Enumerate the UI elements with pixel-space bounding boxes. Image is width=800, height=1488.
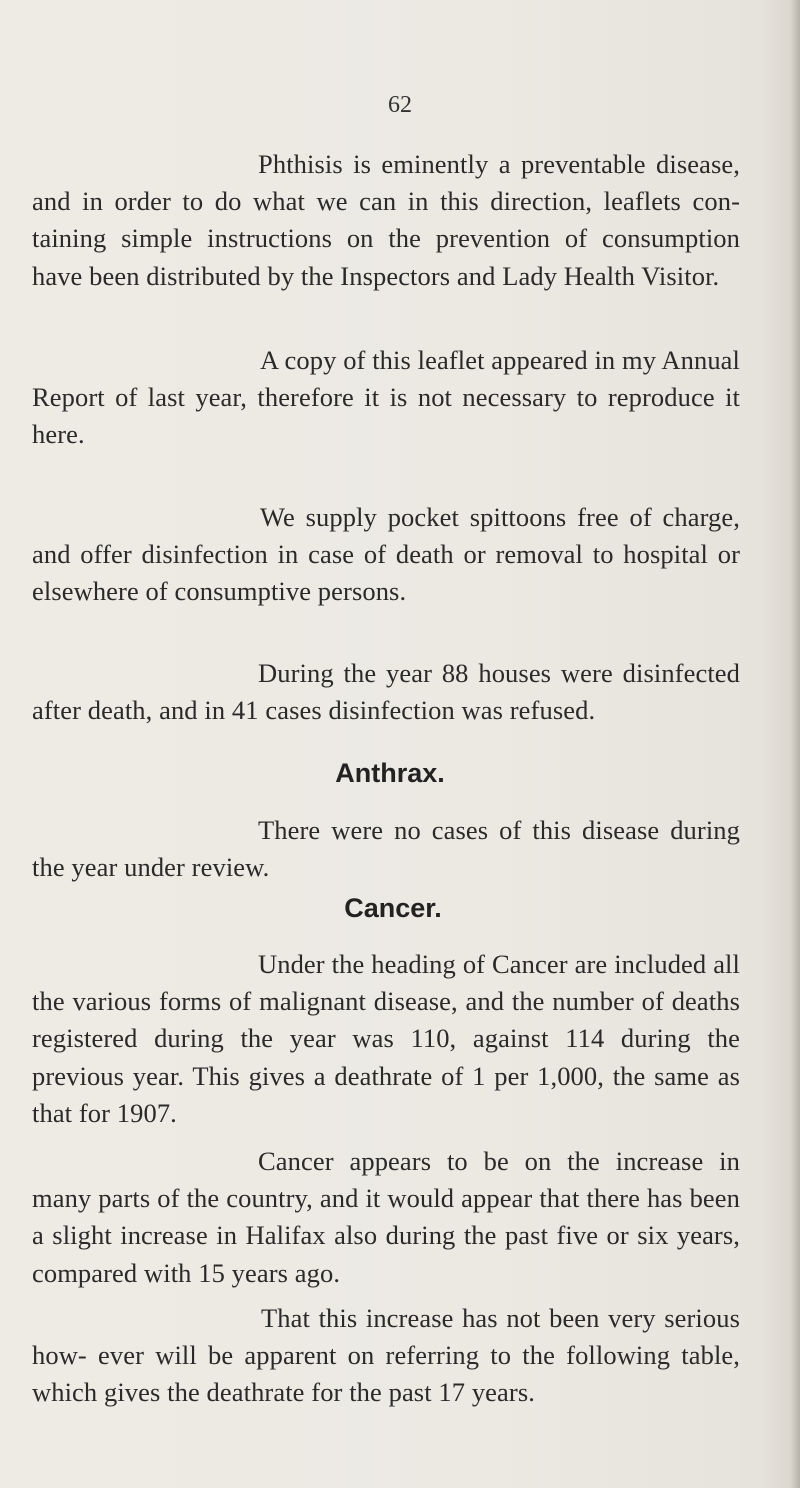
paragraph-deathrate-table: That this increase has not been very serious how- ever will be apparent on referring to the following table, which gives the deathrate for the past 17 years.: [32, 1303, 740, 1408]
heading-cancer: Cancer.: [344, 893, 442, 923]
paragraph-cancer-deaths: Under the heading of Cancer are included all the various forms of malignant disease, and the number of deaths registered during the year was 110, against 114 during the previous year. This gives a deathrate of 1 per 1,000, the same as that for 1907.: [32, 949, 740, 1128]
page-edge-shadow: [790, 0, 800, 1488]
heading-anthrax: Anthrax.: [335, 758, 445, 788]
paragraph-cancer-increase: Cancer appears to be on the increase in many parts of the country, and it would appear that there has been a slight increase in Halifax also during the past five or six years, compared with 15 years ago.: [32, 1146, 740, 1288]
page-number: 62: [388, 92, 412, 118]
paragraph-leaflet-copy: A copy of this leaflet appeared in my Annual Report of last year, therefore it is not necessary to reproduce it here.: [32, 345, 740, 450]
paragraph-pocket-spittoons: We supply pocket spittoons free of charge, and offer disinfection in case of death or removal to hospital or elsewhere of consumptive persons.: [32, 502, 740, 607]
paragraph-phthisis-leaflets: Phthisis is eminently a preventable disease, and in order to do what we can in this direction, leaflets con- taining simple instructions on the prevention of consumption have been distributed by the Inspectors and Lady Health Visitor.: [32, 149, 740, 291]
paragraph-disinfection-stats: During the year 88 houses were disinfected after death, and in 41 cases disinfection was refused.: [32, 658, 740, 726]
paragraph-anthrax: There were no cases of this disease during the year under review.: [32, 815, 740, 883]
